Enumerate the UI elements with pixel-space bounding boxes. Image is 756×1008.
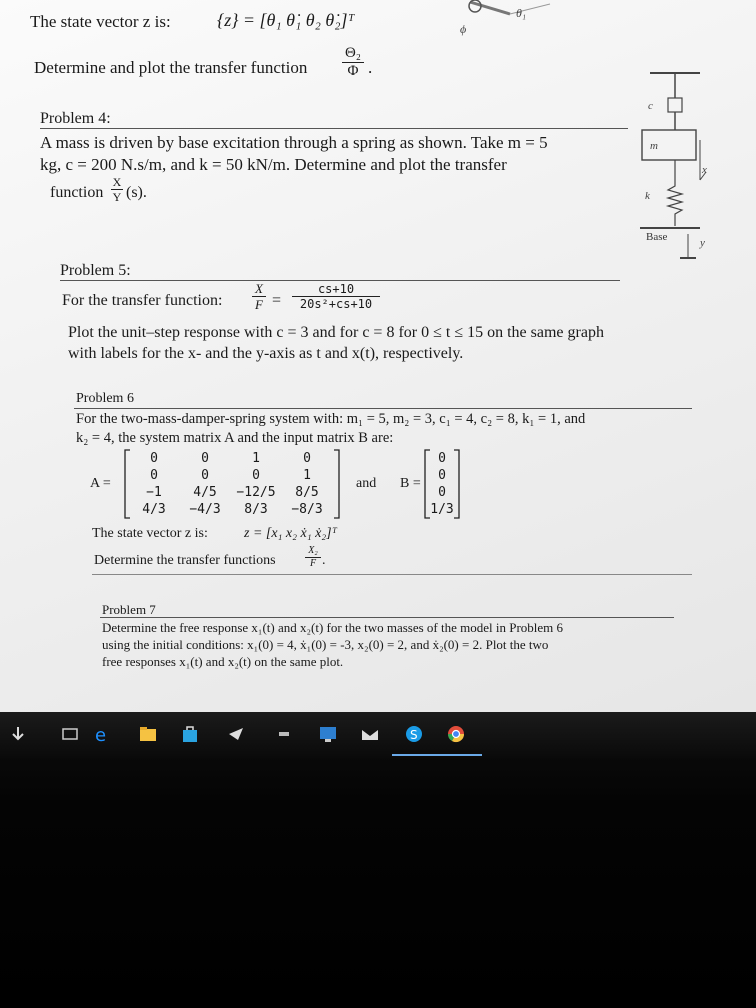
task-view-icon[interactable]	[60, 724, 80, 744]
taskbar	[0, 712, 756, 758]
problem5-rhs-fraction	[292, 283, 380, 310]
matrix-a-cell: −1	[146, 485, 162, 500]
problem5-lhs-fraction	[252, 282, 266, 311]
settings-icon[interactable]	[274, 724, 294, 744]
matrix-b-cell: 0	[438, 468, 446, 483]
matrix-a-cell: −12/5	[236, 485, 276, 500]
matrix-a-cell: 0	[201, 468, 209, 483]
edge-icon[interactable]	[92, 724, 112, 744]
problem4-line3-pre: function	[50, 184, 104, 201]
file-explorer-icon[interactable]	[138, 724, 158, 744]
tf-fraction	[342, 46, 364, 79]
problem6-line1: For the two-mass-damper-spring system with: m₁ = 5, m₂ = 3, c₁ = 4, c₂ = 8, k₁ = 1, and	[76, 411, 586, 427]
tf-line: Determine and plot the transfer function	[34, 58, 308, 77]
tf-num: Θ₂	[344, 45, 362, 61]
problem7-line2: using the initial conditions: x₁(0) = 4, ẋ₁(0) = -3, x₂(0) = 2, and ẋ₂(0) = 2. Plot the two	[102, 637, 549, 652]
app-icon[interactable]	[226, 724, 246, 744]
tf-den: Φ	[347, 63, 359, 79]
problem5-rhs-den: 20s²+cs+10	[299, 297, 373, 311]
tf-end: .	[368, 58, 373, 77]
and-label: and	[356, 476, 377, 491]
matrix-a-cell: 0	[201, 451, 209, 466]
state-vector-expr: {z} = [θ₁ θ̇₁ θ₂ θ̇₂]ᵀ	[217, 10, 355, 30]
problem6-tf-num: X₂	[308, 545, 318, 556]
matrix-a-cell: 0	[150, 451, 158, 466]
back-icon[interactable]	[8, 724, 28, 744]
matrix-b-label: B =	[400, 476, 421, 491]
svg-text:S: S	[410, 728, 418, 742]
matrix-b-cell: 0	[438, 451, 446, 466]
fig-x-label: x	[702, 164, 707, 176]
chrome-icon[interactable]	[446, 724, 466, 744]
matrix-a-cell: 4/3	[142, 502, 166, 517]
matrix-a-cell: 4/5	[193, 485, 217, 500]
problem4-line2: kg, c = 200 N.s/m, and k = 50 kN/m. Determine and plot the transfer	[40, 155, 507, 174]
fig-m-label: m	[650, 140, 658, 152]
problem5-line3: with labels for the x- and the y-axis as t and x(t), respectively.	[68, 345, 464, 362]
problem4-line1: A mass is driven by base excitation through a spring as shown. Take m = 5	[40, 133, 548, 152]
problem5-lhs-den: F	[255, 297, 263, 312]
matrix-a-cell: 0	[150, 468, 158, 483]
store-icon[interactable]	[180, 724, 200, 744]
matrix-a-cell: 8/5	[295, 485, 319, 500]
problem7-line3: free responses x₁(t) and x₂(t) on the same plot.	[102, 654, 344, 669]
matrix-b	[424, 448, 460, 520]
fig-y-label: y	[700, 237, 705, 249]
problem6-title: Problem 6	[76, 391, 134, 406]
problem5-line2: Plot the unit–step response with c = 3 and for c = 8 for 0 ≤ t ≤ 15 on the same graph	[68, 324, 604, 341]
matrix-b-cell: 0	[438, 485, 446, 500]
problem6-divider	[74, 408, 692, 409]
problem5-eq: =	[272, 292, 282, 309]
matrix-a-cell: 0	[252, 468, 260, 483]
problem6-bottom-divider	[92, 574, 692, 575]
problem6-line2: k₂ = 4, the system matrix A and the input matrix B are:	[76, 430, 394, 446]
theta1-label: θ₁	[516, 6, 527, 20]
problem7-line1: Determine the free response x₁(t) and x₂(t) for the two masses of the model in Problem 6	[102, 620, 564, 635]
skype-icon[interactable]	[404, 724, 424, 744]
problem4-frac-num: X	[112, 175, 122, 189]
problem4-line3-post: (s).	[126, 184, 147, 201]
problem4-frac-den: Y	[112, 190, 122, 204]
phi-label: ϕ	[460, 22, 467, 36]
problem4-title: Problem 4:	[40, 110, 111, 127]
problem5-divider	[60, 280, 620, 281]
problem7-divider	[100, 617, 674, 618]
problem6-tf-end: .	[322, 553, 326, 568]
problem6-tf-pre: Determine the transfer functions	[94, 553, 276, 568]
problem6-state-label: The state vector z is:	[92, 526, 208, 541]
problem5-lhs-num: X	[255, 281, 263, 296]
problem4-fraction	[111, 176, 123, 203]
matrix-a-cell: 0	[303, 451, 311, 466]
mail-icon[interactable]	[360, 724, 380, 744]
matrix-a-cell: −4/3	[189, 502, 221, 517]
problem5-rhs-num: cs+10	[317, 282, 355, 296]
fig-base-label: Base	[646, 231, 668, 243]
matrix-a-cell: 8/3	[244, 502, 268, 517]
fig-c-label: c	[648, 100, 653, 112]
monitor-icon[interactable]	[318, 724, 338, 744]
matrix-a-cell: −8/3	[291, 502, 323, 517]
matrix-a-cell: 1	[303, 468, 311, 483]
problem6-tf-den: F	[309, 558, 317, 569]
svg-text:e: e	[95, 725, 107, 744]
problem4-divider	[40, 128, 628, 129]
matrix-a-cell: 1	[252, 451, 260, 466]
fig-k-label: k	[645, 190, 650, 202]
matrix-a-label: A =	[90, 476, 111, 491]
state-vector-label: The state vector z is:	[30, 12, 171, 31]
matrix-b-cell: 1/3	[430, 502, 454, 517]
problem5-title: Problem 5:	[60, 262, 131, 279]
problem5-line1-pre: For the transfer function:	[62, 292, 223, 309]
matrix-a	[124, 448, 340, 520]
problem6-state-expr: z = [x₁ x₂ ẋ₁ ẋ₂]ᵀ	[244, 526, 338, 541]
problem7-title: Problem 7	[102, 602, 156, 617]
problem6-tf-fraction	[305, 546, 321, 569]
active-app-indicator	[392, 754, 482, 756]
